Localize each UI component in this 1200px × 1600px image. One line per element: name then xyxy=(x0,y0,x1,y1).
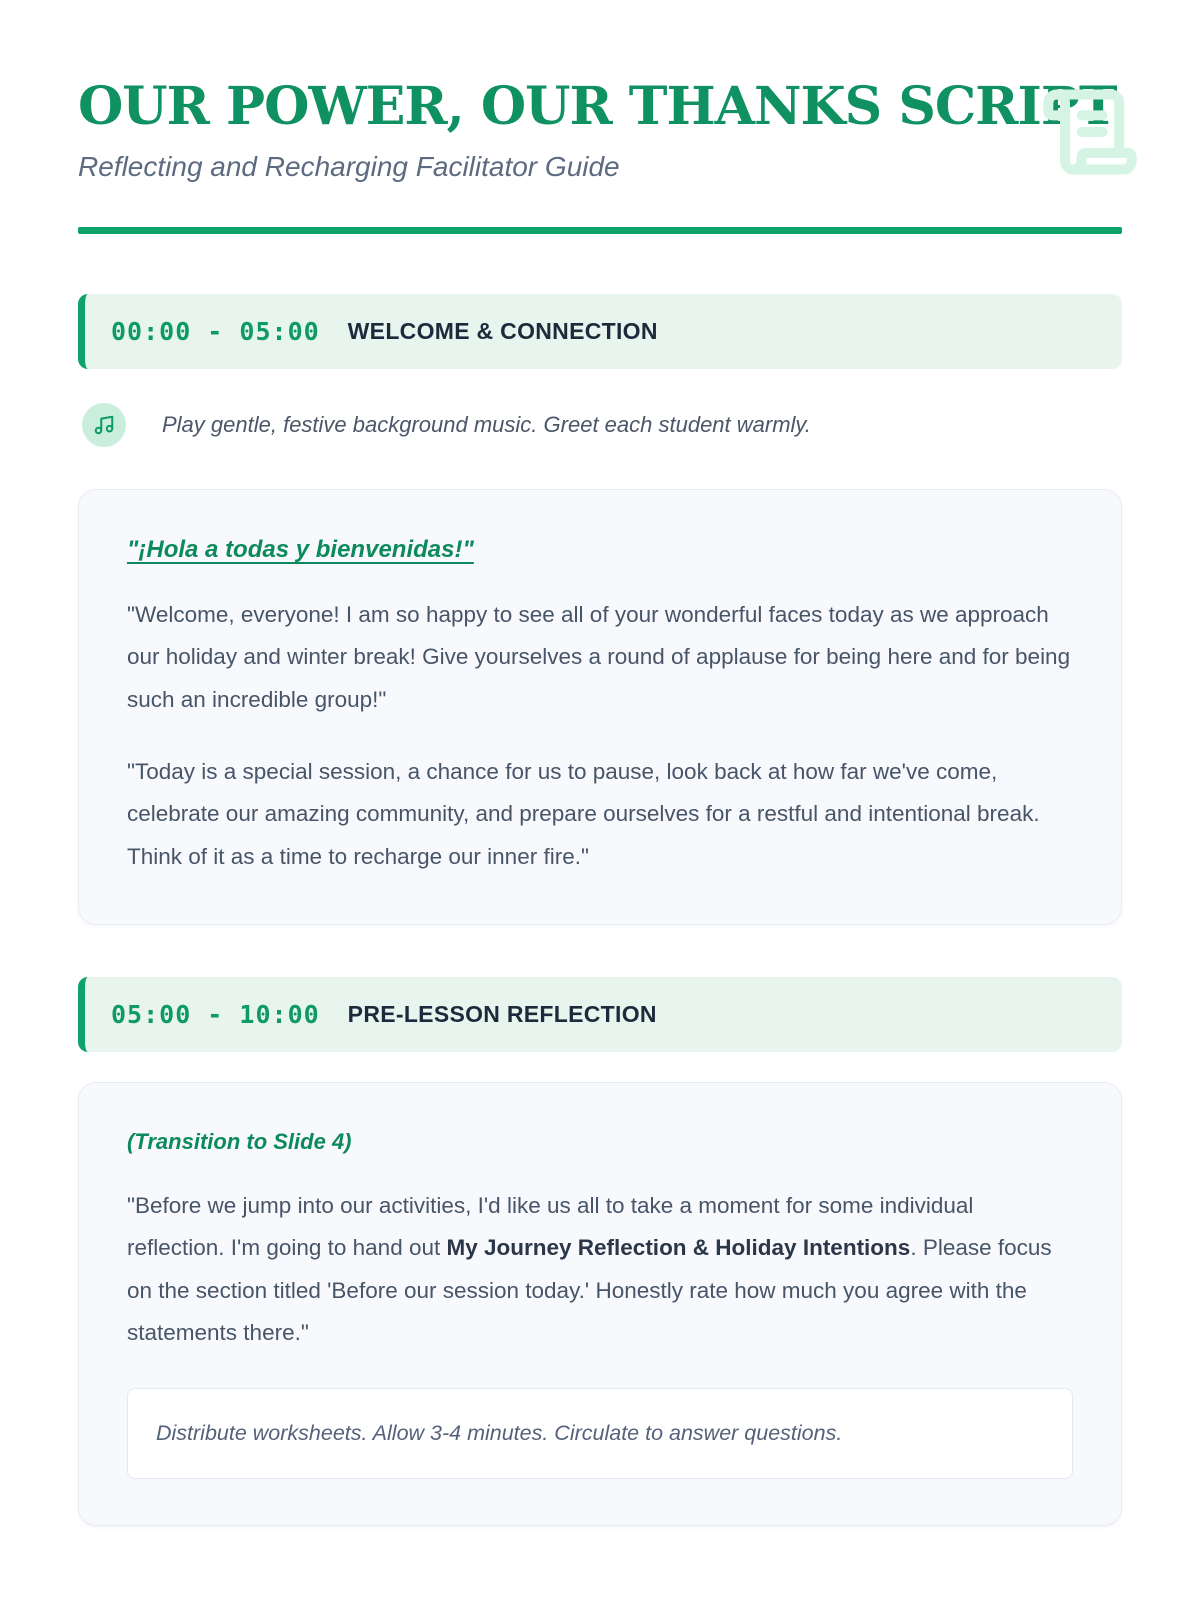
script-text-before: "Before we jump into our activities, I'd like us all to take a moment for some individual reflection. I'm going to hand out xyxy=(127,1192,974,1261)
scroll-text-icon xyxy=(1040,82,1140,182)
script-card-pre-lesson xyxy=(78,1082,1122,1526)
page-subtitle: Reflecting and Recharging Facilitator Guide xyxy=(78,151,620,183)
stage-direction: (Transition to Slide 4) xyxy=(127,1128,352,1154)
section-title: WELCOME & CONNECTION xyxy=(347,318,658,345)
worksheet-title-bold: My Journey Reflection & Holiday Intentions xyxy=(446,1235,911,1261)
page-title: OUR POWER, OUR THANKS SCRIPT xyxy=(78,76,1117,137)
script-text-after: . Please focus on the section titled 'Before our session today.' Honestly rate how much you agree with the statements there." xyxy=(127,1235,1052,1345)
facilitator-note-text: Distribute worksheets. Allow 3-4 minutes. Circulate to answer questions. xyxy=(156,1421,843,1446)
script-paragraph xyxy=(127,1185,1073,1354)
section-header-pre-lesson xyxy=(78,977,1122,1052)
music-cue-row xyxy=(78,403,1122,447)
section-time: 05:00 - 10:00 xyxy=(111,999,320,1029)
music-cue-text: Play gentle, festive background music. Greet each student warmly. xyxy=(162,412,811,438)
script-paragraph: "Today is a special session, a chance for us to pause, look back at how far we've come, celebrate our amazing community, and prepare ourselves for a restful and intentional break. Think of it as a time to recharge our inner fire." xyxy=(127,759,1040,869)
script-card-welcome xyxy=(78,489,1122,925)
script-heading: "¡Hola a todas y bienvenidas!" xyxy=(127,536,474,564)
doc-header xyxy=(78,78,1122,183)
facilitator-guide-page xyxy=(78,0,1122,1526)
section-time: 00:00 - 05:00 xyxy=(111,317,320,347)
script-paragraph: "Welcome, everyone! I am so happy to see all of your wonderful faces today as we approach our holiday and winter break! Give yourselves a round of applause for being here and for being such an incredible group!" xyxy=(127,602,1071,712)
section-header-welcome xyxy=(78,294,1122,369)
header-divider xyxy=(78,227,1122,234)
music-note-icon xyxy=(82,403,126,447)
facilitator-note-box xyxy=(127,1388,1073,1479)
section-title: PRE-LESSON REFLECTION xyxy=(347,1000,657,1027)
